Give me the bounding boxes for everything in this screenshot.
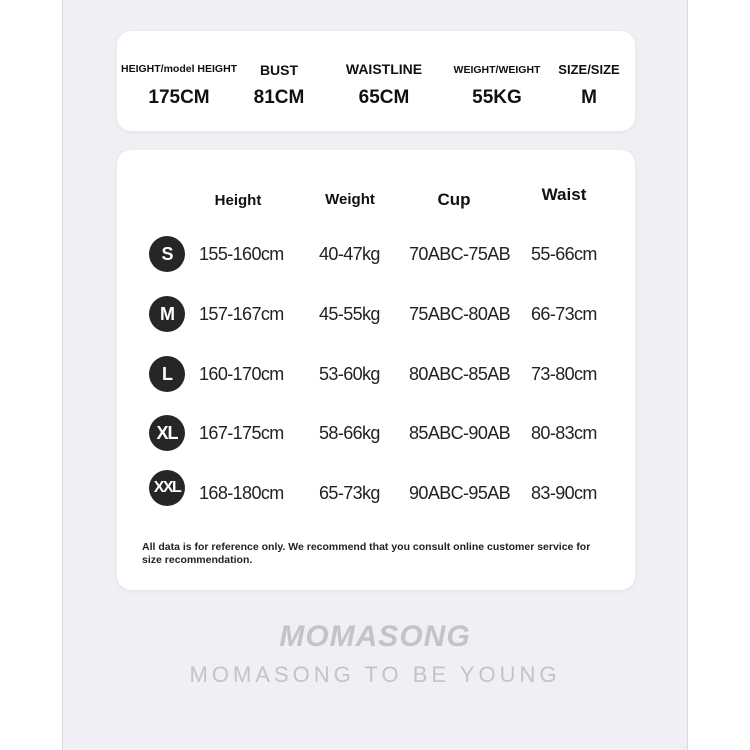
model-size-label: SIZE/SIZE: [558, 62, 620, 77]
model-weight-label: WEIGHT/WEIGHT: [453, 64, 541, 76]
height-cell: 155-160cm: [199, 244, 284, 264]
size-row-l: [117, 354, 635, 394]
model-size-value: M: [581, 87, 597, 108]
weight-cell: 65-73kg: [319, 483, 380, 503]
cup-cell: 85ABC-90AB: [409, 423, 511, 443]
model-weight-value: 55KG: [472, 87, 522, 108]
height-cell: 157-167cm: [199, 304, 284, 324]
size-row-m: [117, 294, 635, 334]
model-waistline-value: 65CM: [358, 87, 410, 108]
size-badge: M: [149, 296, 185, 332]
model-height-value: 175CM: [148, 87, 210, 108]
model-bust-label: BUST: [259, 62, 299, 78]
size-badge: XXL: [149, 470, 185, 506]
model-size-column: [549, 31, 629, 131]
weight-cell: 53-60kg: [319, 364, 380, 384]
cup-cell: 75ABC-80AB: [409, 304, 511, 324]
model-height-label: HEIGHT/model HEIGHT: [121, 63, 238, 75]
model-bust-value: 81CM: [253, 87, 305, 108]
size-row-xl: [117, 413, 635, 453]
cup-cell: 70ABC-75AB: [409, 244, 511, 264]
weight-cell: 58-66kg: [319, 423, 380, 443]
cup-cell: 80ABC-85AB: [409, 364, 511, 384]
height-cell: 167-175cm: [199, 423, 284, 443]
header-cup: Cup: [437, 190, 471, 209]
product-detail-panel: [62, 0, 688, 750]
weight-cell: 45-55kg: [319, 304, 380, 324]
reference-note: All data is for reference only. We recommend that you consult online customer service for size recommendation.: [142, 541, 591, 566]
size-badge: S: [149, 236, 185, 272]
waist-cell: 66-73cm: [531, 304, 597, 324]
cup-cell: 90ABC-95AB: [409, 483, 511, 503]
header-weight: Weight: [325, 191, 375, 208]
brand-tagline: MOMASONG TO BE YOUNG: [189, 662, 561, 687]
brand-logo: MOMASONG: [279, 620, 471, 653]
model-waistline-column: [329, 31, 439, 131]
weight-cell: 40-47kg: [319, 244, 380, 264]
waist-cell: 55-66cm: [531, 244, 597, 264]
size-badge: XL: [149, 415, 185, 451]
waist-cell: 83-90cm: [531, 483, 597, 503]
model-info-card: [117, 31, 635, 131]
size-row-xxl: [117, 468, 635, 508]
model-weight-column: [447, 31, 547, 131]
header-waist: Waist: [541, 185, 587, 204]
size-row-s: [117, 234, 635, 274]
model-waistline-label: WAISTLINE: [345, 61, 423, 77]
model-height-column: [121, 31, 237, 131]
size-badge: L: [149, 356, 185, 392]
model-bust-column: [242, 31, 316, 131]
waist-cell: 80-83cm: [531, 423, 597, 443]
header-height: Height: [214, 192, 262, 209]
height-cell: 160-170cm: [199, 364, 284, 384]
height-cell: 168-180cm: [199, 483, 284, 503]
waist-cell: 73-80cm: [531, 364, 597, 384]
size-chart-card: [117, 150, 635, 590]
